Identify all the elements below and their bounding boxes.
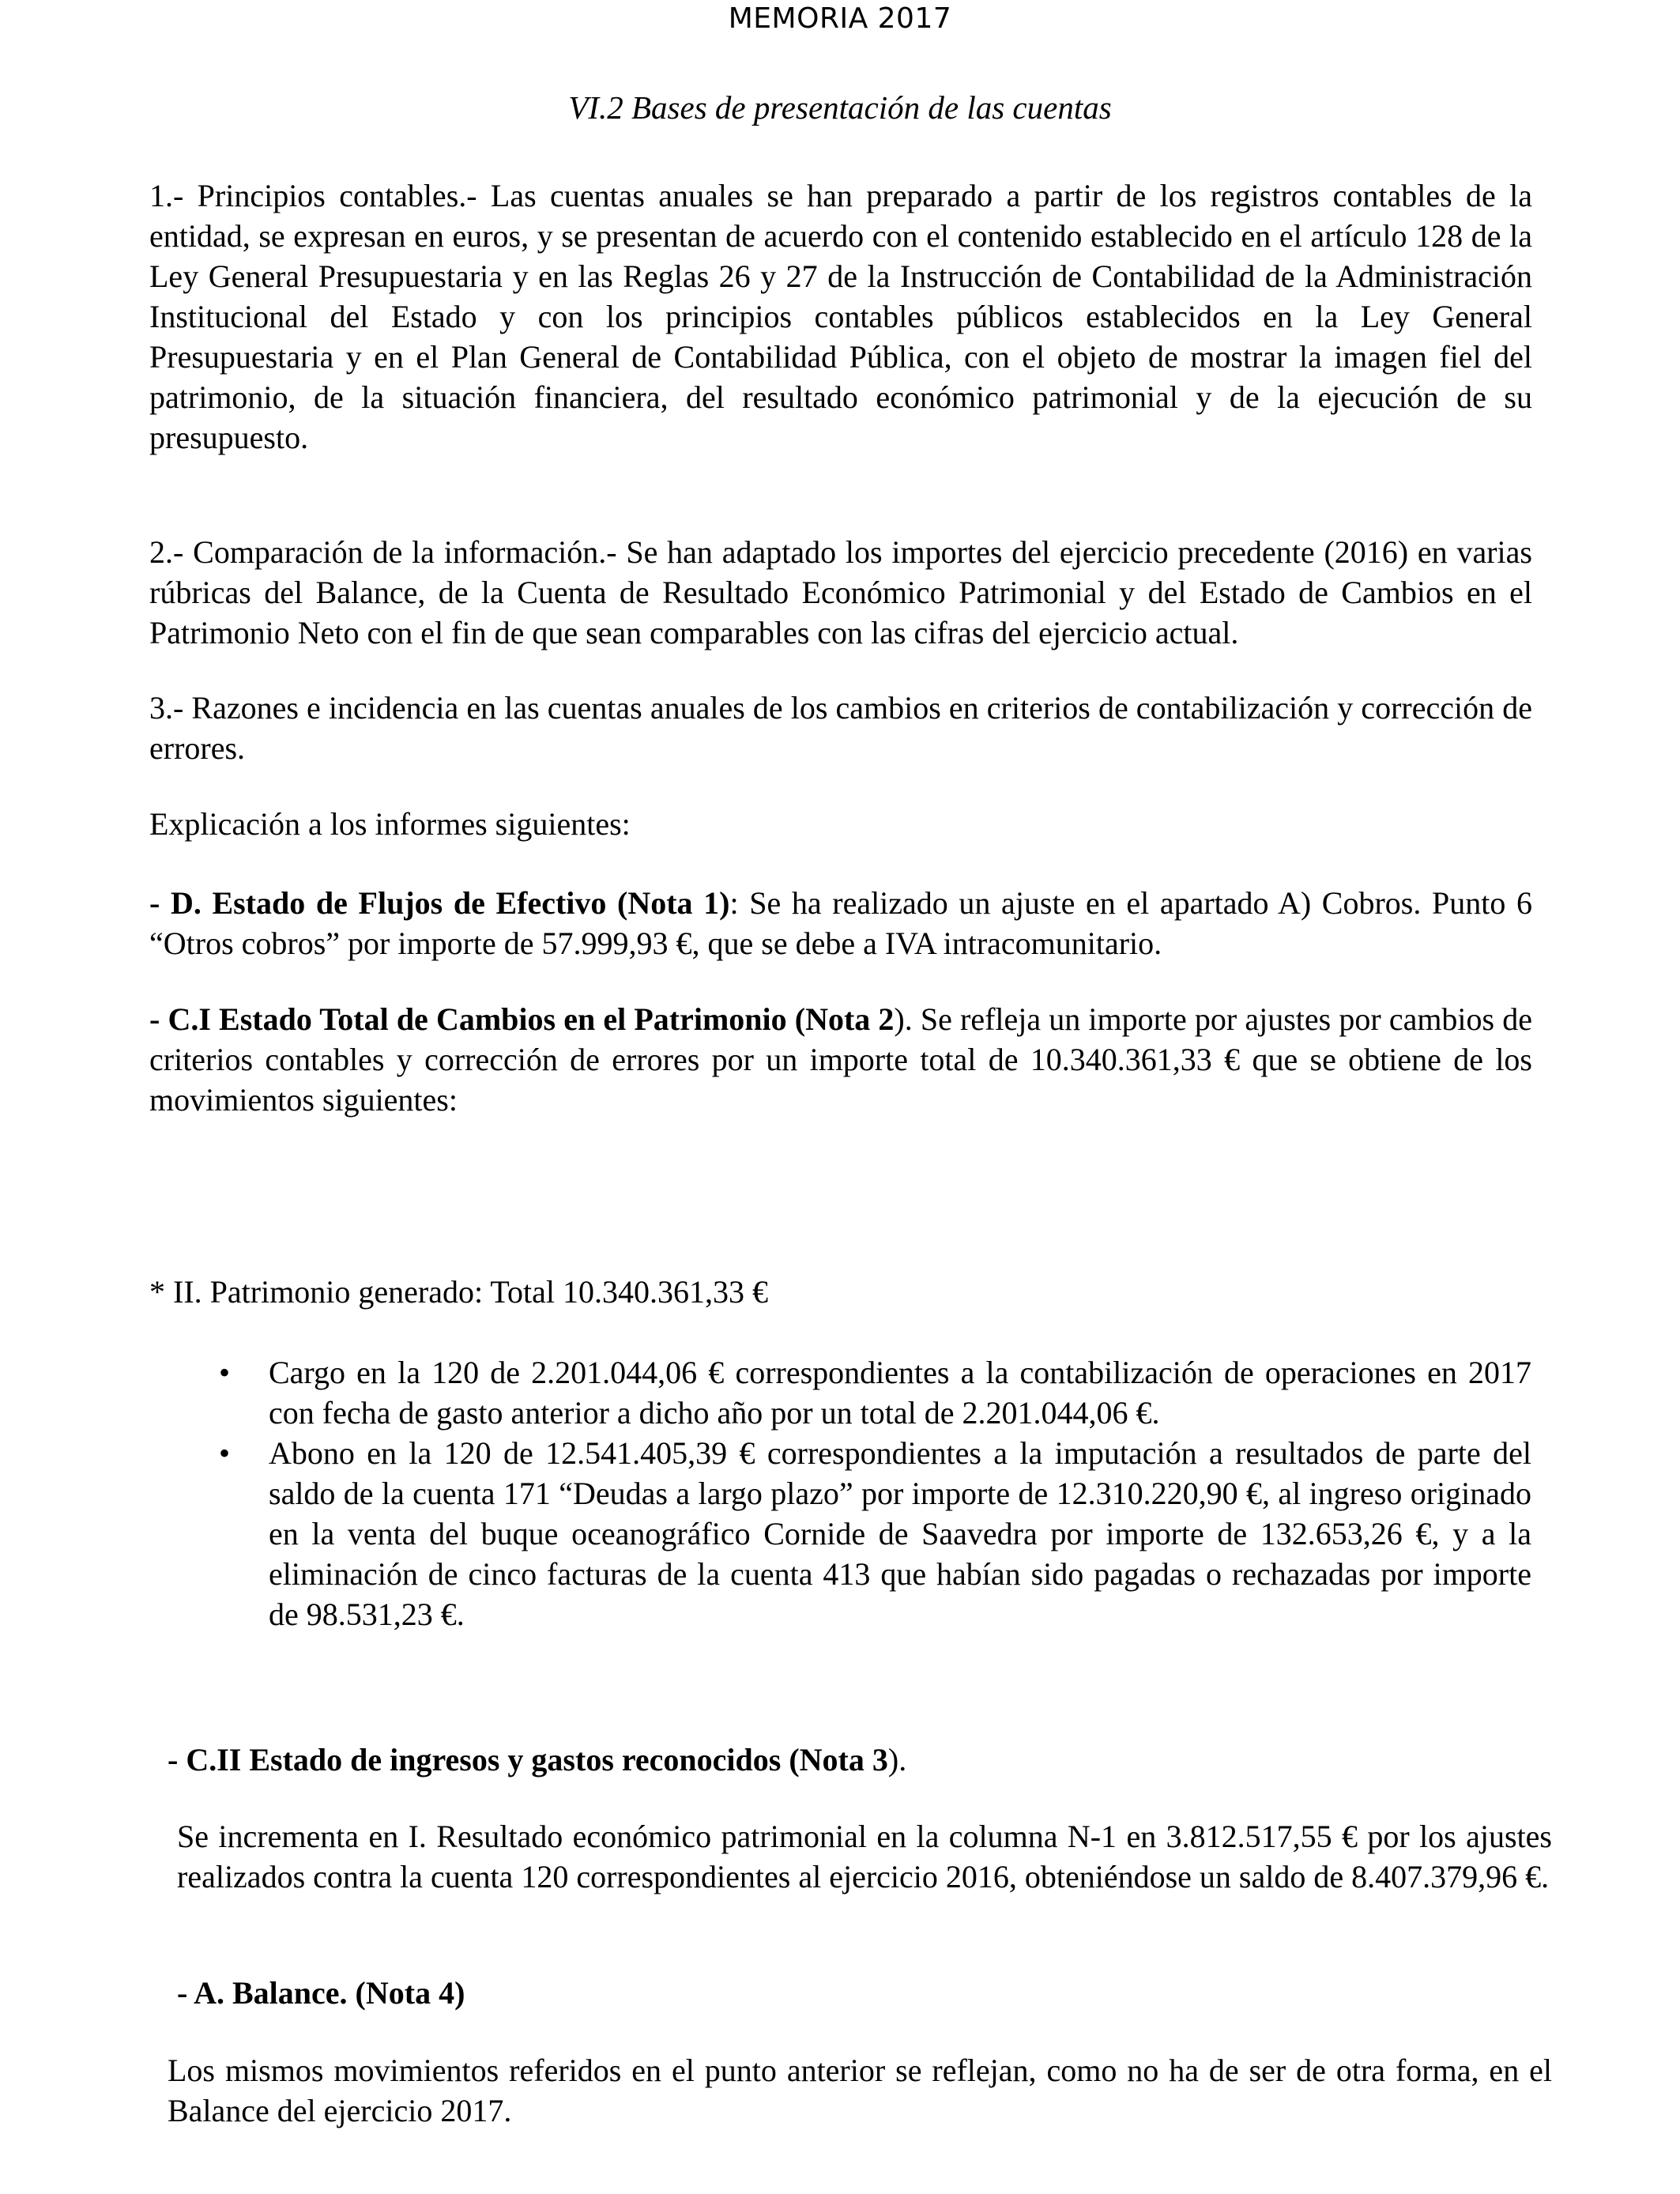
- text-flujos-efectivo: : Se ha realizado un ajuste en el apartado A) Cobros. Punto 6 “Otros cobros” por importe de 57.999,93 €, que se debe a IVA intracomunitario.: [149, 885, 1532, 961]
- paragraph-comparacion-informacion: 2.- Comparación de la información.- Se han adaptado los importes del ejercicio precedente (2016) en varias rúbricas del Balance, de la Cuenta de Resultado Económico Patrimonial y del Estado de Cambios en el Patrimonio Neto con el fin de que sean comparables con las cifras del ejercicio actual.: [149, 534, 1532, 650]
- paragraph-patrimonio-generado: * II. Patrimonio generado: Total 10.340.361,33 €: [149, 1274, 769, 1310]
- heading-balance: - A. Balance. (Nota 4): [177, 1975, 465, 2011]
- heading-ingresos-gastos: [168, 1740, 1552, 1780]
- bullet-list: [219, 1352, 1531, 1634]
- list-item-text: Cargo en la 120 de 2.201.044,06 € correspondientes a la contabilización de operaciones en 2017 con fecha de gasto anterior a dicho año por un total de 2.201.044,06 €.: [269, 1355, 1531, 1431]
- list-item: [219, 1433, 1531, 1634]
- section-title: VI.2 Bases de presentación de las cuentas: [568, 89, 1112, 126]
- heading-ingresos-gastos-bold: - C.II Estado de ingresos y gastos reconocidos (Nota 3: [168, 1742, 888, 1777]
- heading-cambios-patrimonio: - C.I Estado Total de Cambios en el Patrimonio (Nota 2: [149, 1001, 895, 1037]
- list-item-text: Abono en la 120 de 12.541.405,39 € correspondientes a la imputación a resultados de parte del saldo de la cuenta 171 “Deudas a largo plazo” por importe de 12.310.220,90 €, al ingreso originado en la venta del buque oceanográfico Cornide de Saavedra por importe de 132.653,26 €, y a la eliminación de cinco facturas de la cuenta 413 que habían sido pagadas o rechazadas por importe de 98.531,23 €.: [269, 1435, 1531, 1632]
- text-cambios-patrimonio: ). Se refleja un importe por ajustes por cambios de criterios contables y corrección de errores por un importe total de 10.340.361,33 € que se obtiene de los movimientos siguientes:: [149, 1001, 1532, 1118]
- list-item: [219, 1352, 1531, 1433]
- paragraph-cambios-patrimonio: [149, 999, 1532, 1120]
- paragraph-principios-contables: 1.- Principios contables.- Las cuentas anuales se han preparado a partir de los registros contables de la entidad, se expresan en euros, y se presentan de acuerdo con el contenido establecido en el artículo 128 de la Ley General Presupuestaria y en las Reglas 26 y 27 de la Instrucción de Contabilidad de la Administración Institucional del Estado y con los principios contables públicos establecidos en la Ley General Presupuestaria y en el Plan General de Contabilidad Pública, con el objeto de mostrar la imagen fiel del patrimonio, de la situación financiera, del resultado económico patrimonial y de la ejecución de su presupuesto.: [149, 178, 1532, 455]
- heading-ingresos-gastos-tail: ).: [887, 1742, 907, 1777]
- paragraph-explicacion: Explicación a los informes siguientes:: [149, 806, 631, 842]
- paragraph-flujos-efectivo: [149, 883, 1532, 963]
- paragraph-razones-incidencia: 3.- Razones e incidencia en las cuentas anuales de los cambios en criterios de contabilización y corrección de errores.: [149, 690, 1532, 766]
- bullet-icon: •: [219, 1435, 231, 1471]
- page-header: MEMORIA 2017: [728, 2, 952, 35]
- bullet-icon: •: [219, 1355, 231, 1390]
- paragraph-balance: Los mismos movimientos referidos en el punto anterior se reflejan, como no ha de ser de otra forma, en el Balance del ejercicio 2017.: [168, 2053, 1552, 2128]
- paragraph-ingresos-gastos: Se incrementa en I. Resultado económico patrimonial en la columna N-1 en 3.812.517,55 € por los ajustes realizados contra la cuenta 120 correspondientes al ejercicio 2016, obteniéndose un saldo de 8.407.379,96 €.: [177, 1819, 1552, 1894]
- heading-flujos-efectivo: - D. Estado de Flujos de Efectivo (Nota 1): [149, 885, 730, 921]
